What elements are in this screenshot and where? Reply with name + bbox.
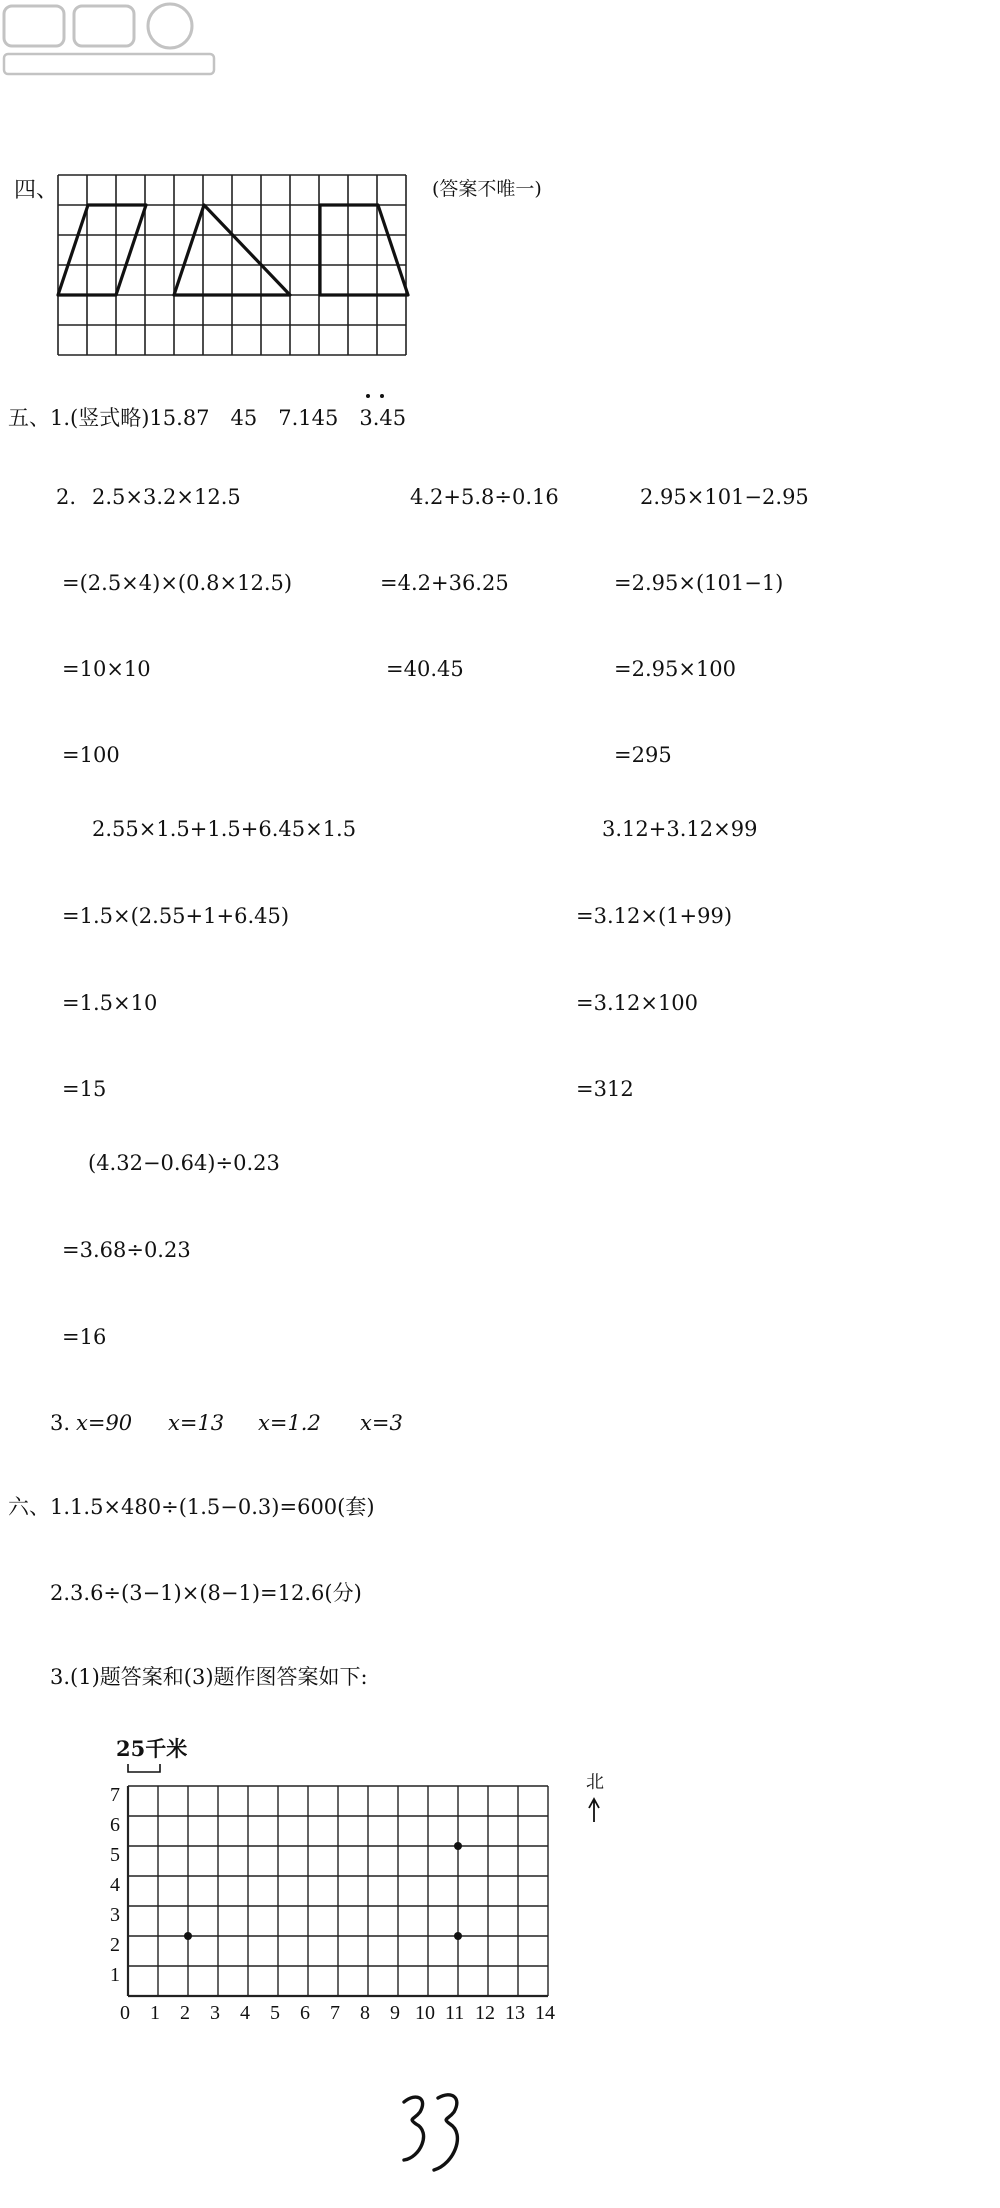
- calc-line: =3.12×100: [576, 991, 699, 1015]
- y-tick-label: 5: [110, 1844, 120, 1866]
- x-tick-label: 12: [475, 2002, 495, 2024]
- solution: x=13: [168, 1411, 225, 1435]
- calc-line: =1.5×(2.55+1+6.45): [62, 904, 290, 928]
- x-tick-label: 5: [270, 2002, 280, 2024]
- x-tick-label: 7: [330, 2002, 340, 2024]
- scale-label: 25千米: [116, 1736, 188, 1761]
- y-tick-label: 7: [110, 1784, 120, 1806]
- data-point: [454, 1842, 462, 1850]
- repeating-dots: [364, 394, 388, 400]
- trapezoid-shape: [320, 205, 408, 295]
- data-point: [454, 1932, 462, 1940]
- section6-q2: 2.3.6÷(3−1)×(8−1)=12.6(分): [50, 1581, 362, 1605]
- x-tick-label: 10: [415, 2002, 435, 2024]
- data-point: [184, 1932, 192, 1940]
- y-tick-label: 4: [110, 1874, 120, 1896]
- x-tick-label: 6: [300, 2002, 310, 2024]
- section5-q3-prefix: 3.: [50, 1411, 71, 1435]
- x-tick-label: 0: [120, 2002, 130, 2024]
- y-tick-label: 1: [110, 1964, 120, 1986]
- calc-line: (4.32−0.64)÷0.23: [88, 1151, 280, 1175]
- calc-line: 3.12+3.12×99: [602, 817, 758, 841]
- calc-line: =3.68÷0.23: [62, 1238, 191, 1262]
- calc-line: 2.95×101−2.95: [640, 485, 809, 509]
- calc-line: =10×10: [62, 657, 151, 681]
- y-tick-label: 3: [110, 1904, 120, 1926]
- calc-line: =312: [576, 1077, 634, 1101]
- watermark-logo: [0, 0, 230, 80]
- calc-line: =1.5×10: [62, 991, 158, 1015]
- x-tick-label: 2: [180, 2002, 190, 2024]
- x-tick-label: 14: [535, 2002, 555, 2024]
- section4-label: 四、: [14, 178, 59, 203]
- calc-line: 2.55×1.5+1.5+6.45×1.5: [92, 817, 357, 841]
- calc-line: =16: [62, 1325, 107, 1349]
- calc-line: =100: [62, 743, 120, 767]
- calc-line: =4.2+36.25: [380, 571, 509, 595]
- section5-q2-prefix: 2.: [56, 485, 77, 509]
- calc-line: =40.45: [386, 657, 464, 681]
- calc-line: =2.95×100: [614, 657, 737, 681]
- x-tick-label: 4: [240, 2002, 250, 2024]
- parallelogram-shape: [58, 205, 146, 295]
- calc-line: 2.5×3.2×12.5: [92, 485, 241, 509]
- x-tick-label: 3: [210, 2002, 220, 2024]
- page-number-handwritten: [398, 2088, 478, 2178]
- x-tick-label: 13: [505, 2002, 525, 2024]
- section6-q1: 六、1.1.5×480÷(1.5−0.3)=600(套): [8, 1495, 375, 1519]
- calc-line: 4.2+5.8÷0.16: [410, 485, 559, 509]
- solution: x=90: [76, 1411, 133, 1435]
- calc-line: =15: [62, 1077, 107, 1101]
- x-tick-label: 9: [390, 2002, 400, 2024]
- triangle-shape: [174, 205, 290, 295]
- calc-line: =3.12×(1+99): [576, 904, 733, 928]
- solution: x=1.2: [258, 1411, 321, 1435]
- calc-line: =2.95×(101−1): [614, 571, 784, 595]
- solution: x=3: [360, 1411, 403, 1435]
- section4-note: (答案不唯一): [432, 178, 542, 200]
- section6-q3: 3.(1)题答案和(3)题作图答案如下:: [50, 1665, 368, 1689]
- north-label: 北: [586, 1772, 604, 1793]
- x-tick-label: 8: [360, 2002, 370, 2024]
- x-tick-label: 1: [150, 2002, 160, 2024]
- y-tick-label: 2: [110, 1934, 120, 1956]
- section5-q1: 五、1.(竖式略)15.87 45 7.145 3.45: [8, 406, 407, 430]
- calc-line: =(2.5×4)×(0.8×12.5): [62, 571, 293, 595]
- y-tick-label: 6: [110, 1814, 120, 1836]
- x-tick-label: 11: [445, 2002, 465, 2024]
- calc-line: =295: [614, 743, 672, 767]
